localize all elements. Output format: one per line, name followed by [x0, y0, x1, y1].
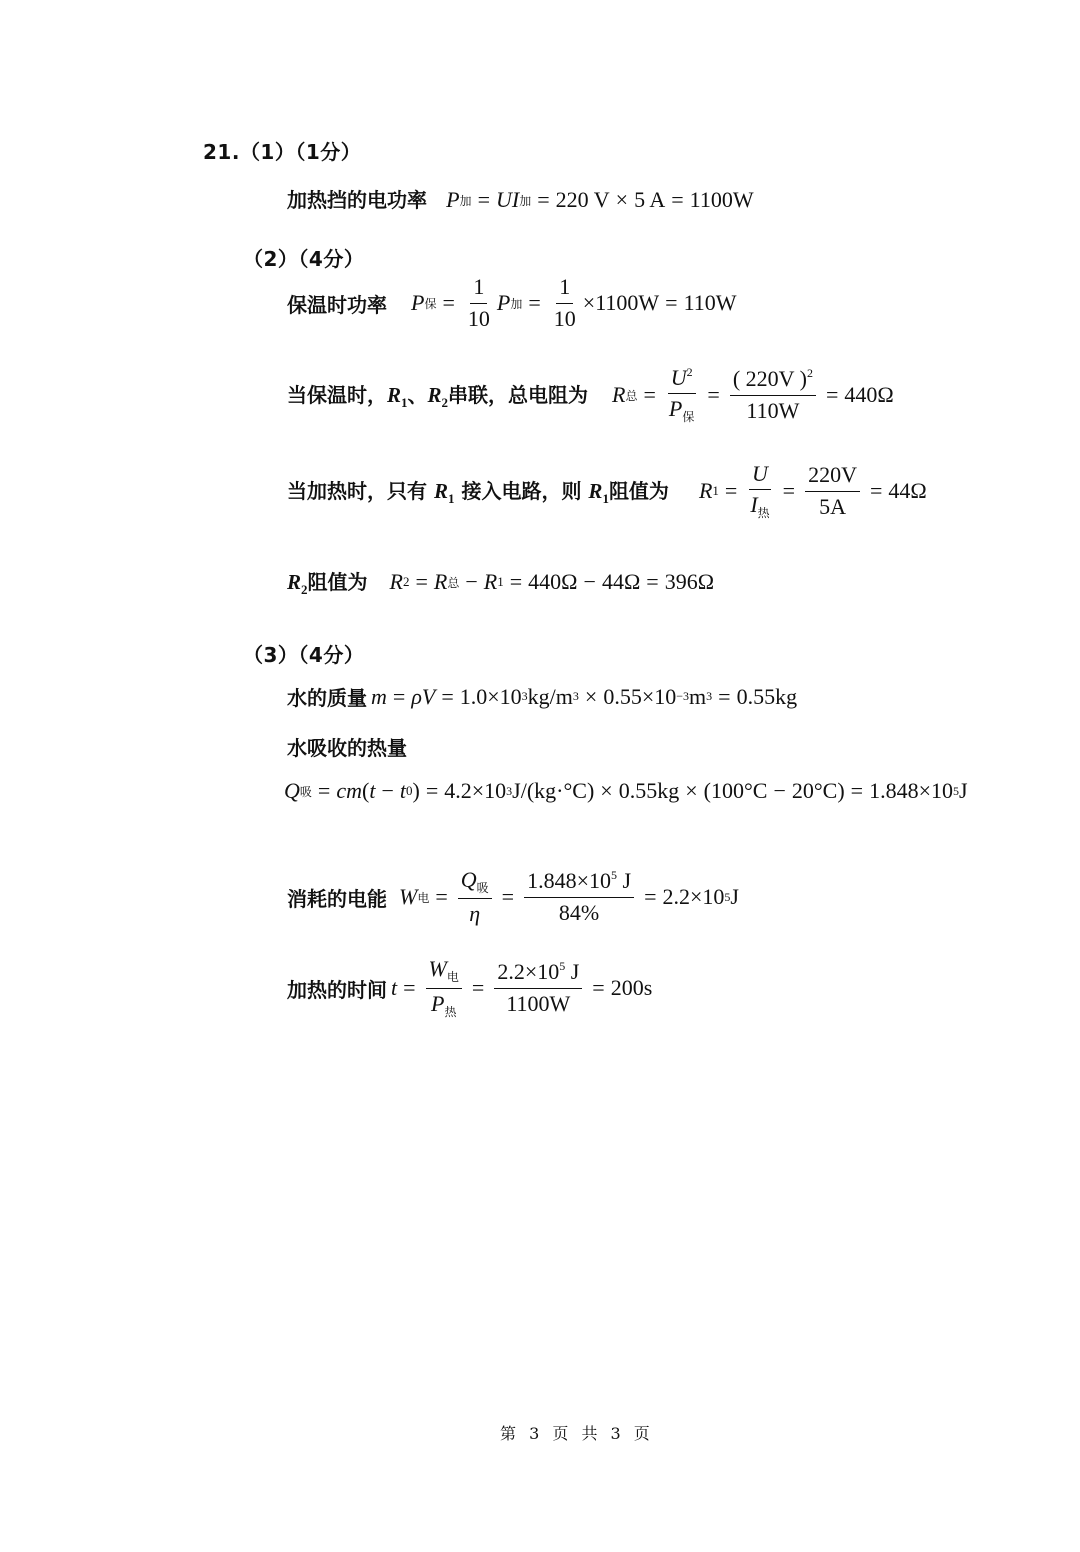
part2-line2: 当保温时，$R_1$、$R_2$串联，总电阻为 R 总 = $\frac{U^2}{P_保}$ = $\frac{( 220V )^2}{110W}$ = 440Ω	[287, 364, 894, 424]
part2-line4-equation: R 2 = R 总 − R 1 = 440Ω − 44Ω = 396Ω	[389, 569, 715, 595]
part3-line3-equation: Q 吸 = cm ( t − t 0 ) = 4.2×10 3 J/(kg·°C) × 0.55kg × (100°C − 20°C) = 1.848×10 5 J	[284, 778, 968, 803]
part3-line3	[284, 778, 968, 804]
part3-line2-label: 水吸收的热量	[287, 736, 407, 760]
part1-label: 加热挡的电功率	[287, 188, 427, 212]
part3-line5-equation: t = $\frac{W_电}{P_热}$ = $\frac{2.2\times 10^5 J}{1100W}$ = 200s	[391, 956, 653, 1019]
part2-line1-equation: P 保 = $\frac{1}{10}$ P 加 = $\frac{1}{10}$ ×1100W = 110W	[411, 274, 737, 331]
part2-line1	[287, 272, 737, 334]
part2-line1-label: 保温时功率	[287, 292, 387, 317]
part2-title: （2）（4分）	[243, 247, 365, 271]
page-footer: 第 3 页 共 3 页	[500, 1424, 654, 1443]
part1-line	[287, 184, 754, 213]
part1-equation: P 加 = UI 加 = 220 V × 5 A = 1100W	[446, 187, 754, 212]
part2-line3: 当加热时，只有 $R_1$ 接入电路，则 $R_1$阻值为 R 1 = $\frac{U}{I_热}$ = $\frac{220V}{5A}$ = 44Ω	[287, 460, 927, 520]
part3-line5: 加热的时间 t = $\frac{W_电}{P_热}$ = $\frac{2.2\times 10^5 J}{1100W}$ = 200s	[287, 956, 653, 1019]
part3-line4-equation: W 电 = $\frac{Q_吸}{\eta}$ = $\frac{1.848\times 10^5 J}{84\%}$ = 2.2×10 5 J	[399, 866, 739, 926]
question-number: 21.（1）（1分）	[203, 140, 362, 164]
part2-line3-equation: R 1 = $\frac{U}{I_热}$ = $\frac{220V}{5A}$ = 44Ω	[698, 460, 927, 520]
part2-line4: $R_2$阻值为 R 2 = R 总 − R 1 = 440Ω − 44Ω = 396Ω	[287, 569, 715, 598]
part2-line2-equation: R 总 = $\frac{U^2}{P_保}$ = $\frac{( 220V )^2}{110W}$ = 440Ω	[612, 364, 894, 424]
part3-title: （3）（4分）	[243, 643, 365, 667]
part3-line4: 消耗的电能 W 电 = $\frac{Q_吸}{\eta}$ = $\frac{1.848\times 10^5 J}{84\%}$ = 2.2×10 5 J	[287, 866, 739, 926]
part3-line1-equation: m = ρV = 1.0×10 3 kg/m 3 × 0.55×10 −3 m 3 = 0.55kg	[371, 683, 798, 709]
part3-line1: 水的质量 m = ρV = 1.0×10 3 kg/m 3 × 0.55×10 −3 m 3 = 0.55kg	[287, 683, 798, 710]
